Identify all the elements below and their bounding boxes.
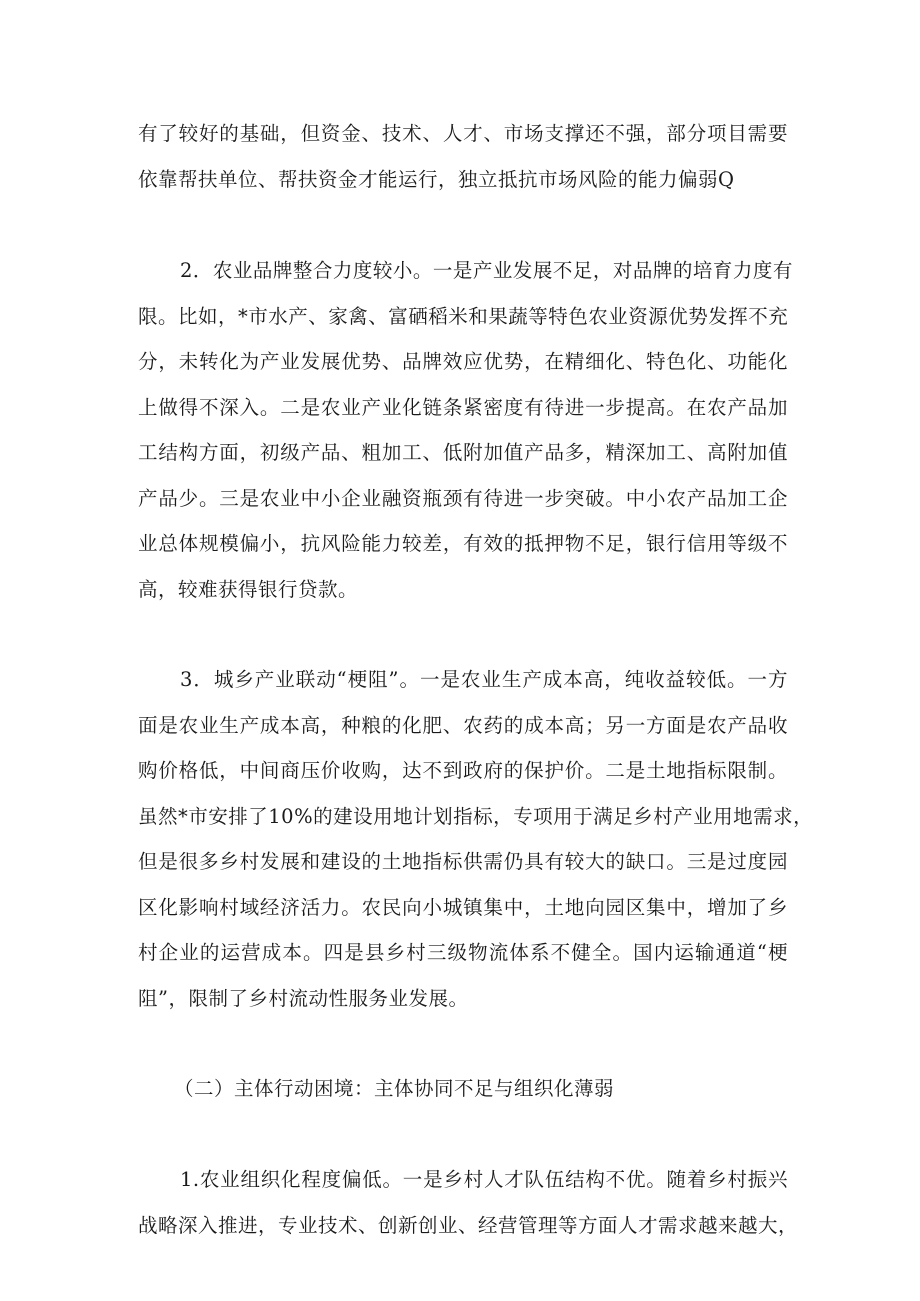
text-line: 上做得不深入。二是农业产业化链条紧密度有待进一步提高。在农产品加 bbox=[138, 396, 788, 419]
text-line: 1.农业组织化程度偏低。一是乡村人才队伍结构不优。随着乡村振兴 bbox=[180, 1168, 788, 1191]
text-line: 区化影响村域经济活力。农民向小城镇集中，土地向园区集中，增加了乡 bbox=[138, 896, 788, 919]
text-line: 产品少。三是农业中小企业融资瓶颈有待进一步突破。中小农产品加工企 bbox=[138, 487, 788, 510]
text-line: 工结构方面，初级产品、粗加工、低附加值产品多，精深加工、高附加值 bbox=[138, 441, 788, 464]
text-line: 分，未转化为产业发展优势、品牌效应优势，在精细化、特色化、功能化 bbox=[138, 350, 788, 373]
text-line: 业总体规模偏小，抗风险能力较差，有效的抵押物不足，银行信用等级不 bbox=[138, 532, 788, 555]
text-line: 但是很多乡村发展和建设的土地指标供需仍具有较大的缺口。三是过度园 bbox=[138, 850, 788, 873]
text-line: 村企业的运营成本。四是县乡村三级物流体系不健全。国内运输通道“梗 bbox=[138, 941, 788, 964]
text-line: 2．农业品牌整合力度较小。一是产业发展不足，对品牌的培育力度有 bbox=[180, 259, 793, 282]
section-heading-text: （二）主体行动困境：主体协同不足与组织化薄弱 bbox=[174, 1077, 615, 1100]
text-line: 有了较好的基础，但资金、技术、人才、市场支撑还不强，部分项目需要 bbox=[138, 122, 788, 145]
text-line: 3．城乡产业联动“梗阻”。一是农业生产成本高，纯收益较低。一方 bbox=[180, 668, 788, 691]
text-line: 限。比如，*市水产、家禽、富硒稻米和果蔬等特色农业资源优势发挥不充 bbox=[138, 305, 789, 328]
text-line: 虽然*市安排了10%的建设用地计划指标，专项用于满足乡村产业用地需求， bbox=[138, 805, 814, 828]
text-line: 依靠帮扶单位、帮扶资金才能运行，独立抵抗市场风险的能力偏弱Q bbox=[138, 168, 735, 191]
text-line: 战略深入推进，专业技术、创新创业、经营管理等方面人才需求越来越大， bbox=[138, 1214, 799, 1237]
text-line: 面是农业生产成本高，种粮的化肥、农药的成本高；另一方面是农产品收 bbox=[138, 714, 788, 737]
text-line: 阻”，限制了乡村流动性服务业发展。 bbox=[138, 987, 469, 1010]
text-line: 高，较难获得银行贷款。 bbox=[138, 578, 359, 601]
text-line: 购价格低，中间商压价收购，达不到政府的保护价。二是土地指标限制。 bbox=[138, 759, 788, 782]
